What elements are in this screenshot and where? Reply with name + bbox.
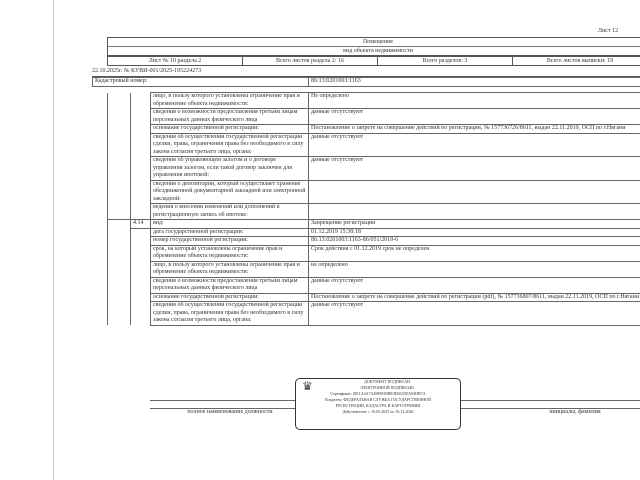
row-blank	[108, 293, 131, 302]
row-num	[131, 157, 151, 181]
row-num	[131, 302, 151, 326]
cadastral-value: 86:13:0201003:1163	[309, 78, 640, 87]
row-num	[131, 293, 151, 302]
row-blank	[108, 237, 131, 246]
stamp-valid: Действителен: с 16.05.2025 по 16.12.2026	[342, 409, 414, 414]
row-label: основание государственной регистрации:	[151, 125, 309, 134]
row-blank	[108, 204, 131, 220]
table-row	[108, 228, 640, 237]
row-value: Срок действия с 01.12.2019 срок не определен	[309, 245, 640, 261]
row-blank	[108, 125, 131, 134]
encumbrance-table	[107, 92, 640, 326]
row-blank	[108, 157, 131, 181]
table-row	[108, 204, 640, 220]
cadastral-table	[92, 77, 640, 87]
row-label: дата государственной регистрации:	[151, 228, 309, 237]
row-blank	[108, 180, 131, 204]
table-row	[108, 109, 640, 125]
cadastral-label: Кадастровый номер:	[93, 78, 309, 87]
sheet-meta	[107, 56, 640, 66]
row-value	[309, 180, 640, 204]
object-type-caption: вид объекта недвижимости	[343, 48, 413, 54]
row-value: Постановление о запрете на совершение действий по регистрации (pdf), № 157736807/8611, выдан 22.11.2019, ОСП по г.Нягани	[309, 293, 640, 302]
stamp-line1: ДОКУМЕНТ ПОДПИСАН	[364, 379, 410, 384]
row-value: данные отсутствуют	[309, 277, 640, 293]
stamp-owner: Владелец: ФЕДЕРАЛЬНАЯ СЛУЖБА ГОСУДАРСТВЕННОЙ	[325, 397, 431, 402]
row-label: сведения об осуществлении государственной регистрации сделки, права, ограничения права без необходимого в силу закона согласия третьего лица, органа:	[151, 302, 309, 326]
table-row	[108, 93, 640, 109]
row-blank	[108, 245, 131, 261]
row-blank	[108, 228, 131, 237]
row-label: сведения об управляющем залогом и о договоре управления залогом, если такой договор заключен для управления ипотекой:	[151, 157, 309, 181]
row-label: лицо, в пользу которого установлены ограничение прав и обременение объекта недвижимости:	[151, 261, 309, 277]
row-label: сведения о депозитарии, который осуществляет хранение обездвиженной документарной закладной или электронной закладной:	[151, 180, 309, 204]
row-num	[131, 228, 151, 237]
table-row	[108, 277, 640, 293]
sheets-total: Всего листов выписки: 19	[513, 57, 640, 65]
row-value: данные отсутствуют	[309, 133, 640, 157]
row-label: сведения об осуществлении государственной регистрации сделки, права, ограничения права без необходимого в силу закона согласия третьего лица, органа:	[151, 133, 309, 157]
row-label: сведения о возможности предоставления третьим лицам персональных данных физического лица	[151, 109, 309, 125]
table-row	[108, 180, 640, 204]
row-value: Запрещение регистрации	[309, 220, 640, 229]
row-num: 4.14	[131, 220, 151, 229]
row-num	[131, 109, 151, 125]
row-value: 86:13:0201003:1163-86/051/2019-6	[309, 237, 640, 246]
row-num	[131, 245, 151, 261]
row-num	[131, 277, 151, 293]
sheet-label: Лист 12	[598, 28, 619, 34]
stamp-cert: Сертификат: 0811A4A7A4989F83BE0D0C65FA93DB7A	[330, 391, 426, 396]
row-label: ведения о внесении изменений или дополнений в регистрационную запись об ипотеке:	[151, 204, 309, 220]
table-row	[108, 302, 640, 326]
sheets-in-section: Всего листов раздела 2: 16	[243, 57, 378, 65]
name-caption: инициалы, фамилия	[549, 409, 601, 415]
table-row	[108, 133, 640, 157]
row-label: лицо, в пользу которого установлены ограничение прав и обременение объекта недвижимости:	[151, 93, 309, 109]
row-blank	[108, 277, 131, 293]
row-blank	[108, 133, 131, 157]
sheet-of-section: Лист № 10 раздела 2	[108, 57, 243, 65]
row-label: номер государственной регистрации:	[151, 237, 309, 246]
scan-margin-line	[53, 0, 54, 480]
table-row	[108, 125, 640, 134]
sections-count: Всего разделов: 3	[378, 57, 513, 65]
row-blank	[108, 302, 131, 326]
table-row	[108, 245, 640, 261]
row-value	[309, 204, 640, 220]
e-signature-stamp	[295, 378, 461, 430]
position-caption: полное наименование должности	[187, 409, 273, 415]
row-value: 01.12.2019 15:38:18	[309, 228, 640, 237]
row-num	[131, 93, 151, 109]
table-row	[108, 261, 640, 277]
row-blank	[108, 93, 131, 109]
row-label: основание государственной регистрации:	[151, 293, 309, 302]
row-label: вид:	[151, 220, 309, 229]
row-blank	[108, 220, 131, 229]
object-type: Помещение	[108, 38, 640, 47]
row-num	[131, 261, 151, 277]
row-num	[131, 180, 151, 204]
row-label: сведения о возможности предоставления третьим лицам персональных данных физического лица	[151, 277, 309, 293]
table-row	[108, 293, 640, 302]
row-value: Постановление о запрете на совершение действий по регистрации, № 157736726/8611, выдан 22.11.2019, ОСП по г.Нягани	[309, 125, 640, 134]
row-num	[131, 237, 151, 246]
row-num	[131, 133, 151, 157]
row-value: данные отсутствуют	[309, 157, 640, 181]
row-num	[131, 125, 151, 134]
table-row	[108, 220, 640, 229]
emblem-icon: ♛	[302, 379, 313, 393]
table-row	[108, 157, 640, 181]
row-value: данные отсутствуют	[309, 109, 640, 125]
table-row	[108, 237, 640, 246]
doc-ref: 22.10.2025г. № КУВИ-001/2025-195224273	[92, 68, 640, 77]
row-num	[131, 204, 151, 220]
row-blank	[108, 261, 131, 277]
row-blank	[108, 109, 131, 125]
object-header	[107, 37, 640, 56]
stamp-owner2: РЕГИСТРАЦИИ, КАДАСТРА И КАРТОГРАФИИ	[335, 403, 421, 408]
row-value: не определено	[309, 261, 640, 277]
row-value: данные отсутствуют	[309, 302, 640, 326]
row-value: Не определено	[309, 93, 640, 109]
stamp-line2: ЭЛЕКТРОННОЙ ПОДПИСЬЮ	[360, 385, 414, 390]
row-label: срок, на который установлены ограничение прав и обременение объекта недвижимости:	[151, 245, 309, 261]
